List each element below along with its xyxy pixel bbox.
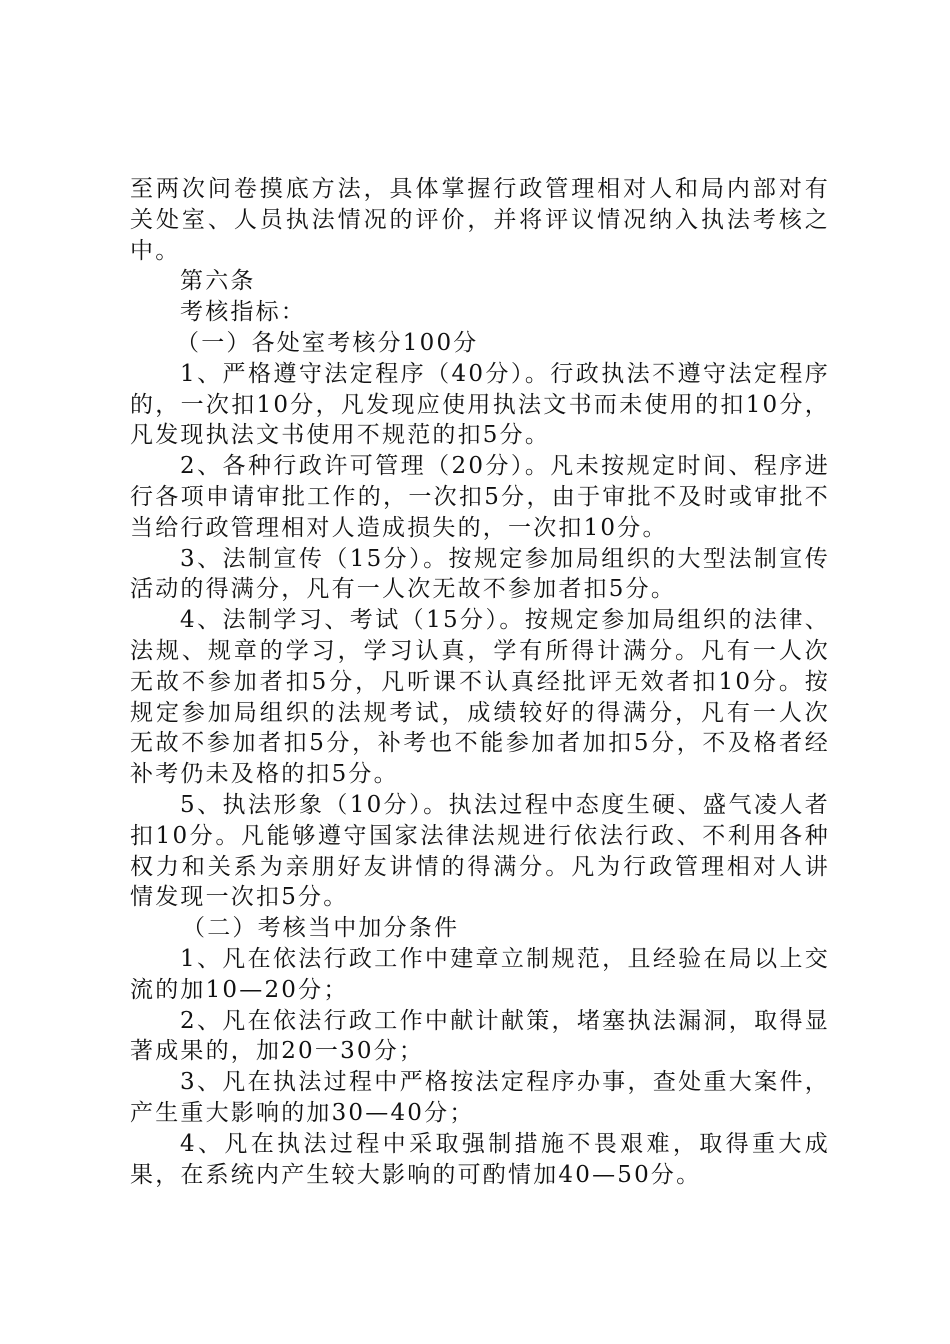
bonus-item-2: 2、凡在依法行政工作中献计献策，堵塞执法漏洞，取得显著成果的，加20一30分； bbox=[130, 1007, 830, 1065]
list-item-5: 5、执法形象（10分）。执法过程中态度生硬、盛气凌人者扣10分。凡能够遵守国家法律法规进行依法行政、不利用各种权力和关系为亲朋好友讲情的得满分。凡为行政管理相对人讲情发现一次扣5分。 bbox=[130, 791, 830, 911]
paragraph-continuation: 至两次问卷摸底方法，具体掌握行政管理相对人和局内部对有关处室、人员执法情况的评价，并将评议情况纳入执法考核之中。 bbox=[130, 176, 830, 264]
list-item-2: 2、各种行政许可管理（20分）。凡未按规定时间、程序进行各项申请审批工作的，一次扣5分，由于审批不及时或审批不当给行政管理相对人造成损失的，一次扣10分。 bbox=[130, 453, 830, 541]
article-heading: 第六条 bbox=[180, 268, 256, 295]
document-body bbox=[130, 174, 830, 1190]
section-heading-indicators: 考核指标： bbox=[180, 299, 306, 326]
subsection-heading-1: （一）各处室考核分100分 bbox=[176, 329, 479, 356]
bonus-item-4: 4、凡在执法过程中采取强制措施不畏艰难，取得重大成果，在系统内产生较大影响的可酌情加40—50分。 bbox=[130, 1130, 830, 1188]
list-item-4: 4、法制学习、考试（15分）。按规定参加局组织的法律、法规、规章的学习，学习认真，学有所得计满分。凡有一人次无故不参加者扣5分，凡听课不认真经批评无效者扣10分。按规定参加局组织的法规考试，成绩较好的得满分，凡有一人次无故不参加者扣5分，补考也不能参加者加扣5分，不及格者经补考仍未及格的扣5分。 bbox=[130, 607, 830, 788]
list-item-3: 3、法制宣传（15分）。按规定参加局组织的大型法制宣传活动的得满分，凡有一人次无故不参加者扣5分。 bbox=[130, 545, 830, 603]
bonus-item-3: 3、凡在执法过程中严格按法定程序办事，查处重大案件，产生重大影响的加30—40分； bbox=[130, 1069, 830, 1126]
bonus-item-1: 1、凡在依法行政工作中建章立制规范，且经验在局以上交流的加10—20分； bbox=[130, 945, 830, 1003]
subsection-heading-2: （二）考核当中加分条件 bbox=[182, 915, 460, 942]
list-item-1: 1、严格遵守法定程序（40分）。行政执法不遵守法定程序的，一次扣10分，凡发现应使用执法文书而未使用的扣10分，凡发现执法文书使用不规范的扣5分。 bbox=[130, 360, 830, 449]
